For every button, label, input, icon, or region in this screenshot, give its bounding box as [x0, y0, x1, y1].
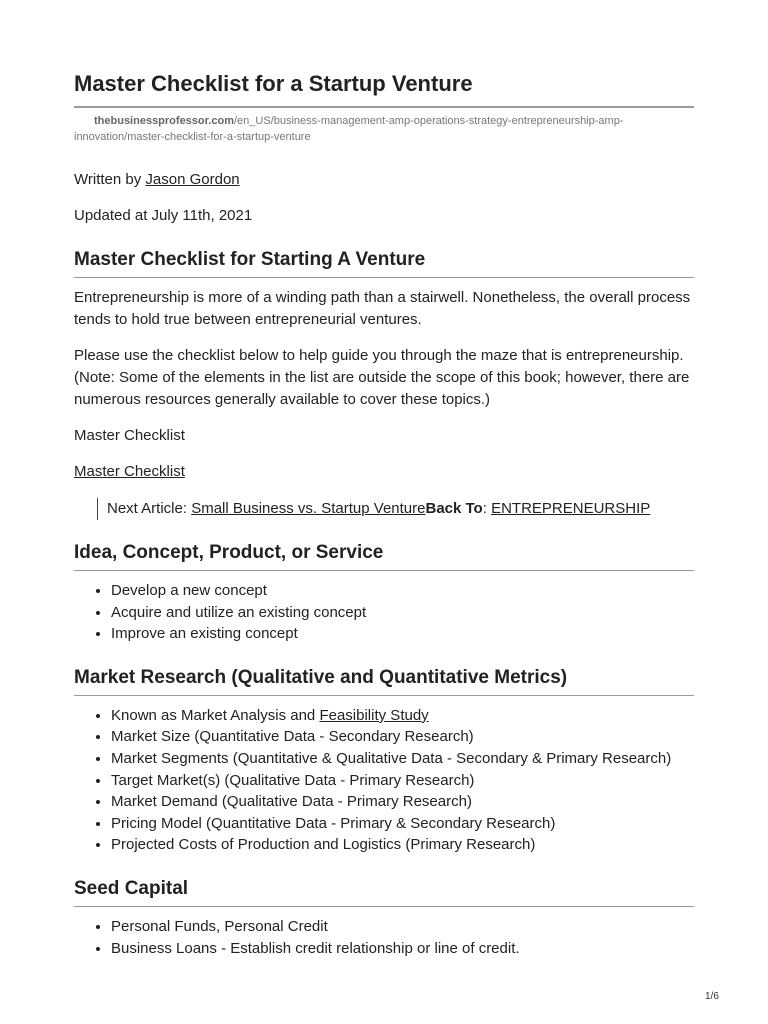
- list-item: • Market Segments (Quantitative & Qualitative Data - Secondary & Primary Research): [111, 748, 694, 770]
- feasibility-study-link[interactable]: Feasibility Study: [319, 706, 429, 724]
- list-item-text: Known as Market Analysis and: [111, 706, 320, 724]
- list-item: [111, 705, 694, 727]
- seed-capital-list: [74, 916, 694, 959]
- intro-paragraph: Entrepreneurship is more of a winding path than a stairwell. Nonetheless, the overall process tends to hold true between entrepreneurial ventures.: [74, 289, 691, 328]
- back-to-link[interactable]: ENTREPRENEURSHIP: [491, 500, 651, 517]
- list-item: • Market Size (Quantitative Data - Secondary Research): [111, 726, 694, 748]
- section-heading-market-research: Market Research (Qualitative and Quantitative Metrics): [74, 665, 694, 696]
- list-item: • Market Demand (Qualitative Data - Primary Research): [111, 791, 694, 813]
- byline-prefix: Written by: [74, 171, 146, 188]
- market-research-list: [74, 705, 694, 856]
- list-item: • Target Market(s) (Qualitative Data - Primary Research): [111, 770, 694, 792]
- next-article-label: Next Article:: [107, 500, 192, 517]
- source-url[interactable]: [74, 113, 694, 145]
- master-checklist-text: Master Checklist: [74, 427, 185, 444]
- list-item: • Develop a new concept: [111, 580, 694, 602]
- page-number: 1/6: [705, 991, 719, 1002]
- list-item: • Improve an existing concept: [111, 623, 694, 645]
- master-checklist-paragraph: [74, 461, 694, 483]
- back-to-label: Back To: [425, 500, 483, 517]
- list-item: • Business Loans - Establish credit relationship or line of credit.: [111, 938, 694, 960]
- guide-paragraph: Please use the checklist below to help guide you through the maze that is entrepreneurship. (Note: Some of the elements in the list are outside the scope of this book; however, there are numerous resources generally available to cover these topics.): [74, 347, 690, 408]
- author-link[interactable]: Jason Gordon: [145, 171, 240, 188]
- page-title: Master Checklist for a Startup Venture: [74, 68, 694, 108]
- article-navigation: [97, 498, 694, 520]
- source-domain: thebusinessprofessor.com: [94, 115, 234, 127]
- next-article-link[interactable]: Small Business vs. Startup Venture: [191, 500, 426, 517]
- list-item: • Acquire and utilize an existing concept: [111, 602, 694, 624]
- list-item: • Projected Costs of Production and Logistics (Primary Research): [111, 834, 694, 856]
- list-item: • Personal Funds, Personal Credit: [111, 916, 694, 938]
- section-heading-seed-capital: Seed Capital: [74, 876, 694, 907]
- document-page: [74, 68, 694, 959]
- updated-date: Updated at July 11th, 2021: [74, 207, 253, 224]
- section-heading-idea: Idea, Concept, Product, or Service: [74, 540, 694, 571]
- source-path: /en_US/business-management-amp-operations-strategy-entrepreneurship-amp-innovation/master-checklist-for-a-startup-venture: [74, 115, 624, 143]
- master-checklist-link[interactable]: Master Checklist: [74, 463, 185, 480]
- section-heading-starting-venture: Master Checklist for Starting A Venture: [74, 247, 694, 278]
- idea-list: [74, 580, 694, 645]
- byline: [74, 169, 694, 191]
- back-to-separator: :: [482, 500, 492, 517]
- list-item: • Pricing Model (Quantitative Data - Primary & Secondary Research): [111, 813, 694, 835]
